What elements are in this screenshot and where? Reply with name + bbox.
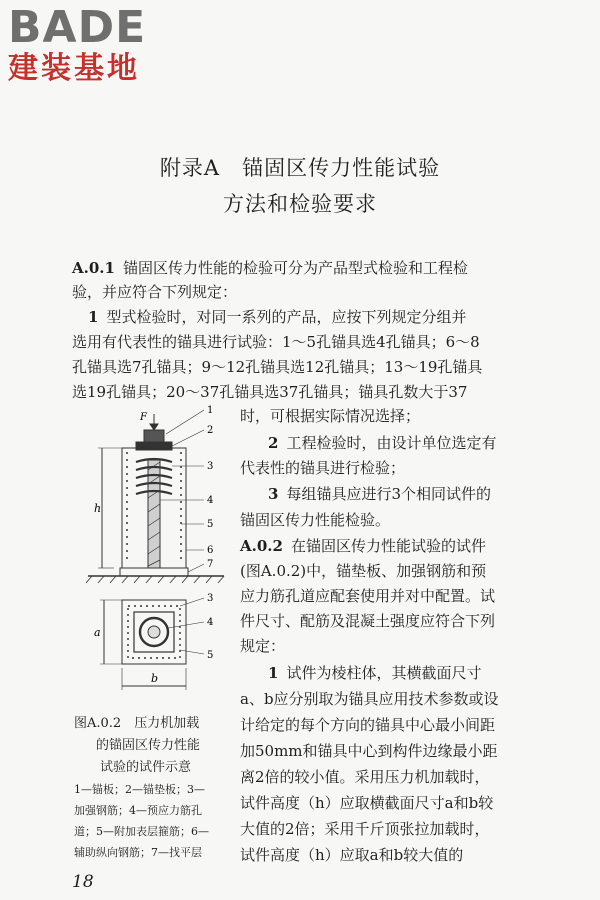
item1-line3: 孔锚具选7孔锚具；9～12孔锚具选12孔锚具；13～19孔锚具 bbox=[72, 358, 483, 376]
a02-item1-line4: 加50mm和锚具中心到构件边缘最小距 bbox=[240, 742, 498, 760]
item1-line1: 1 型式检验时，对同一系列的产品，应按下列规定分组并 bbox=[88, 308, 467, 326]
appendix-title: 附录A 锚固区传力性能试验 bbox=[159, 156, 441, 180]
item1-line2: 选用有代表性的锚具进行试验：1～5孔锚具选4孔锚具；6～8 bbox=[72, 333, 480, 351]
clause-a01-label: A.0.1 bbox=[72, 259, 115, 277]
label-2: 2 bbox=[207, 425, 214, 436]
label-4: 4 bbox=[207, 495, 214, 506]
a02-item1-line6: 试件高度（h）应取横截面尺寸a和b较 bbox=[240, 794, 494, 812]
item1-line4: 选19孔锚具；20～37孔锚具选37孔锚具；锚具孔数大于37 bbox=[72, 383, 468, 401]
figure-title-line3: 试验的试件示意 bbox=[100, 760, 192, 775]
a02-item1-line8: 试件高度（h）应取a和b较大值的 bbox=[240, 846, 464, 864]
clause-a02-label: A.0.2 bbox=[240, 537, 283, 555]
publisher-logo bbox=[8, 2, 188, 88]
appendix-subtitle: 方法和检验要求 bbox=[223, 192, 377, 216]
label-a: a bbox=[94, 626, 101, 639]
a02-item1-line3: 计给定的每个方向的锚具中心最小间距 bbox=[240, 716, 496, 734]
label-3: 3 bbox=[207, 461, 214, 472]
a02-item1-line2: a、b应分别取为锚具应用技术参数或设 bbox=[240, 690, 499, 708]
page-number: 18 bbox=[72, 872, 94, 892]
label-b: b bbox=[151, 672, 159, 685]
item3-line1: 3 每组锚具应进行3个相同试件的 bbox=[268, 485, 491, 503]
clause-a02-line1: A.0.2 在锚固区传力性能试验的试件 bbox=[240, 537, 486, 555]
label-5: 5 bbox=[207, 519, 214, 530]
item2-line2: 代表性的锚具进行检验； bbox=[240, 459, 406, 477]
logo-subtitle: 建装基地 bbox=[8, 51, 140, 86]
figure-legend-line1: 1—锚板；2—锚垫板；3— bbox=[74, 783, 205, 796]
specimen-figure bbox=[74, 400, 234, 710]
figure-title-line2: 的锚固区传力性能 bbox=[96, 738, 201, 753]
item3-line2: 锚固区传力性能检验。 bbox=[240, 511, 391, 529]
figure-legend-line2: 加强钢筋；4—预应力筋孔 bbox=[74, 804, 202, 817]
plan-label-5: 5 bbox=[207, 650, 214, 661]
clause-a02-line4: 件尺寸、配筋及混凝土强度应符合下列 bbox=[240, 612, 496, 630]
elevation-view bbox=[86, 410, 224, 583]
figure-legend-line4: 辅助纵向钢筋；7—找平层 bbox=[74, 846, 202, 859]
item2-line1: 2 工程检验时，由设计单位选定有 bbox=[268, 434, 497, 452]
label-h: h bbox=[94, 502, 102, 515]
a02-item1-line5: 离2倍的较小值。采用压力机加载时， bbox=[240, 768, 490, 786]
logo-brand: BADE bbox=[8, 2, 147, 53]
plan-label-3: 3 bbox=[207, 593, 214, 604]
plan-label-4: 4 bbox=[207, 617, 214, 628]
label-1: 1 bbox=[207, 405, 214, 416]
clause-a02-line3: 应力筋孔道应配套使用并对中配置。试 bbox=[240, 587, 496, 605]
label-7: 7 bbox=[207, 559, 214, 570]
figure-legend-line3: 道；5—附加表层箍筋；6— bbox=[74, 825, 209, 838]
clause-a01-line2: 验，并应符合下列规定： bbox=[72, 283, 238, 301]
clause-a02-line5: 规定： bbox=[240, 637, 286, 655]
clause-a01-line1: A.0.1 锚固区传力性能的检验可分为产品型式检验和工程检 bbox=[72, 259, 468, 277]
a02-item1-line7: 大值的2倍；采用千斤顶张拉加载时， bbox=[240, 820, 490, 838]
label-6: 6 bbox=[207, 545, 214, 556]
label-force: F bbox=[140, 412, 147, 423]
item1-line5: 时，可根据实际情况选择； bbox=[240, 407, 421, 425]
clause-a02-line2: (图A.0.2)中，锚垫板、加强钢筋和预 bbox=[240, 562, 487, 580]
a02-item1-line1: 1 试件为棱柱体，其横截面尺寸 bbox=[268, 664, 482, 682]
figure-title-line1: 图A.0.2 压力机加载 bbox=[74, 716, 200, 731]
